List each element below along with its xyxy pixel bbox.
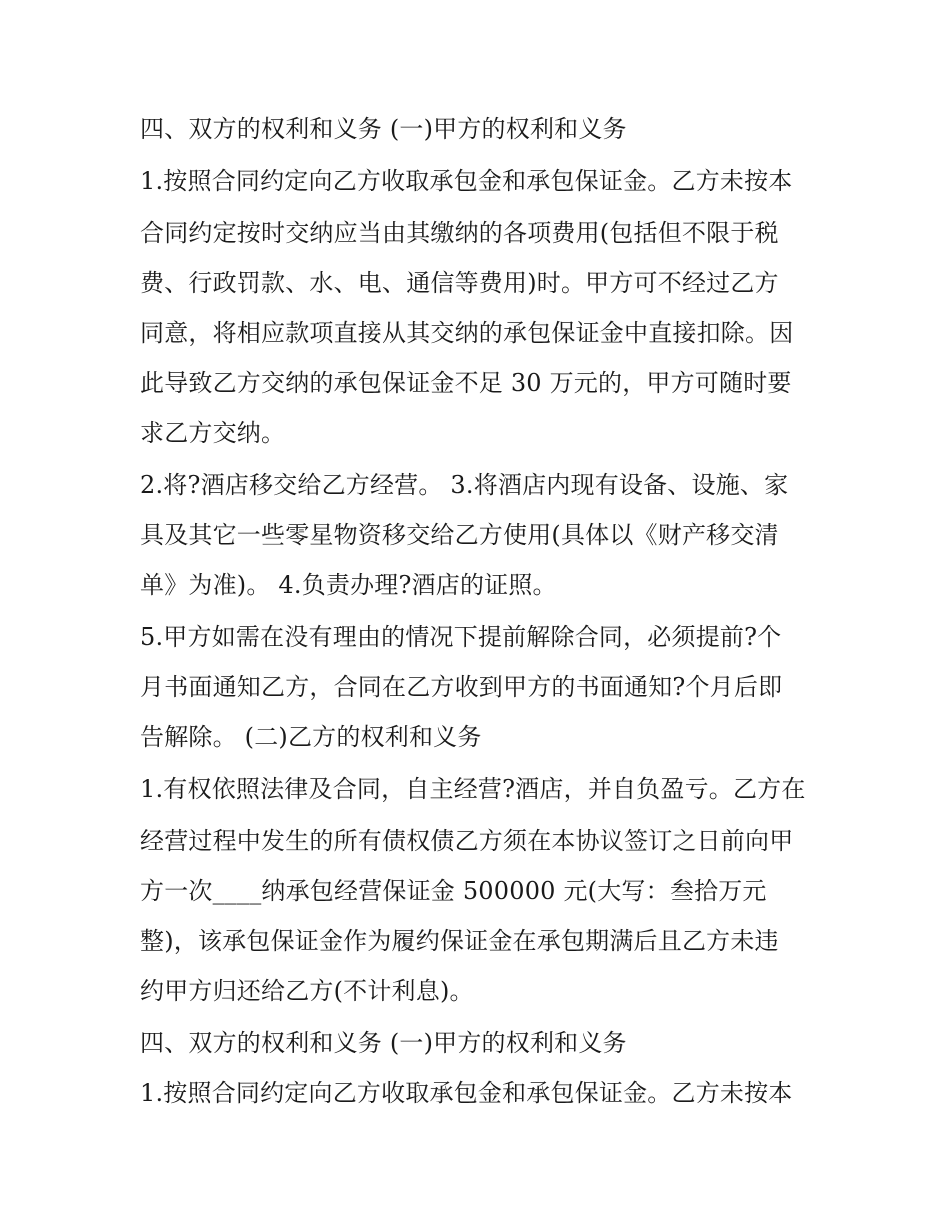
text-line: 求乙方交纳。 [140,419,286,447]
text-line: 合同约定按时交纳应当由其缴纳的各项费用(包括但不限于税 [140,219,779,247]
text-line: 此导致乙方交纳的承包保证金不足 30 万元的，甲方可随时要 [140,369,792,397]
text-line: 经营过程中发生的所有债权债乙方须在本协议签订之日前向甲 [140,827,794,855]
text-line: 费、行政罚款、水、电、通信等费用)时。甲方可不经过乙方 [140,269,779,297]
text-line: 1.按照合同约定向乙方收取承包金和承包保证金。乙方未按本 [140,1079,793,1107]
text-line: 整)，该承包保证金作为履约保证金在承包期满后且乙方未违 [140,927,779,955]
text-line: 方一次____纳承包经营保证金 500000 元(大写：叁拾万元 [140,877,767,905]
text-line: 5.甲方如需在没有理由的情况下提前解除合同，必须提前?个 [140,623,782,651]
text-line: 四、双方的权利和义务 (一)甲方的权利和义务 [140,1029,627,1057]
text-line: 约甲方归还给乙方(不计利息)。 [140,977,474,1005]
text-line: 告解除。 (二)乙方的权利和义务 [140,723,482,751]
text-line: 具及其它一些零星物资移交给乙方使用(具体以《财产移交清 [140,521,779,549]
text-line: 1.按照合同约定向乙方收取承包金和承包保证金。乙方未按本 [140,167,793,195]
text-line: 单》为准)。 4.负责办理?酒店的证照。 [140,571,557,599]
text-line: 2.将?酒店移交给乙方经营。 3.将酒店内现有设备、设施、家 [140,471,789,499]
text-line: 月书面通知乙方，合同在乙方收到甲方的书面通知?个月后即 [140,673,783,701]
text-line: 同意，将相应款项直接从其交纳的承包保证金中直接扣除。因 [140,319,794,347]
text-line: 1.有权依照法律及合同，自主经营?酒店，并自负盈亏。乙方在 [140,775,806,803]
text-line: 四、双方的权利和义务 (一)甲方的权利和义务 [140,115,627,143]
